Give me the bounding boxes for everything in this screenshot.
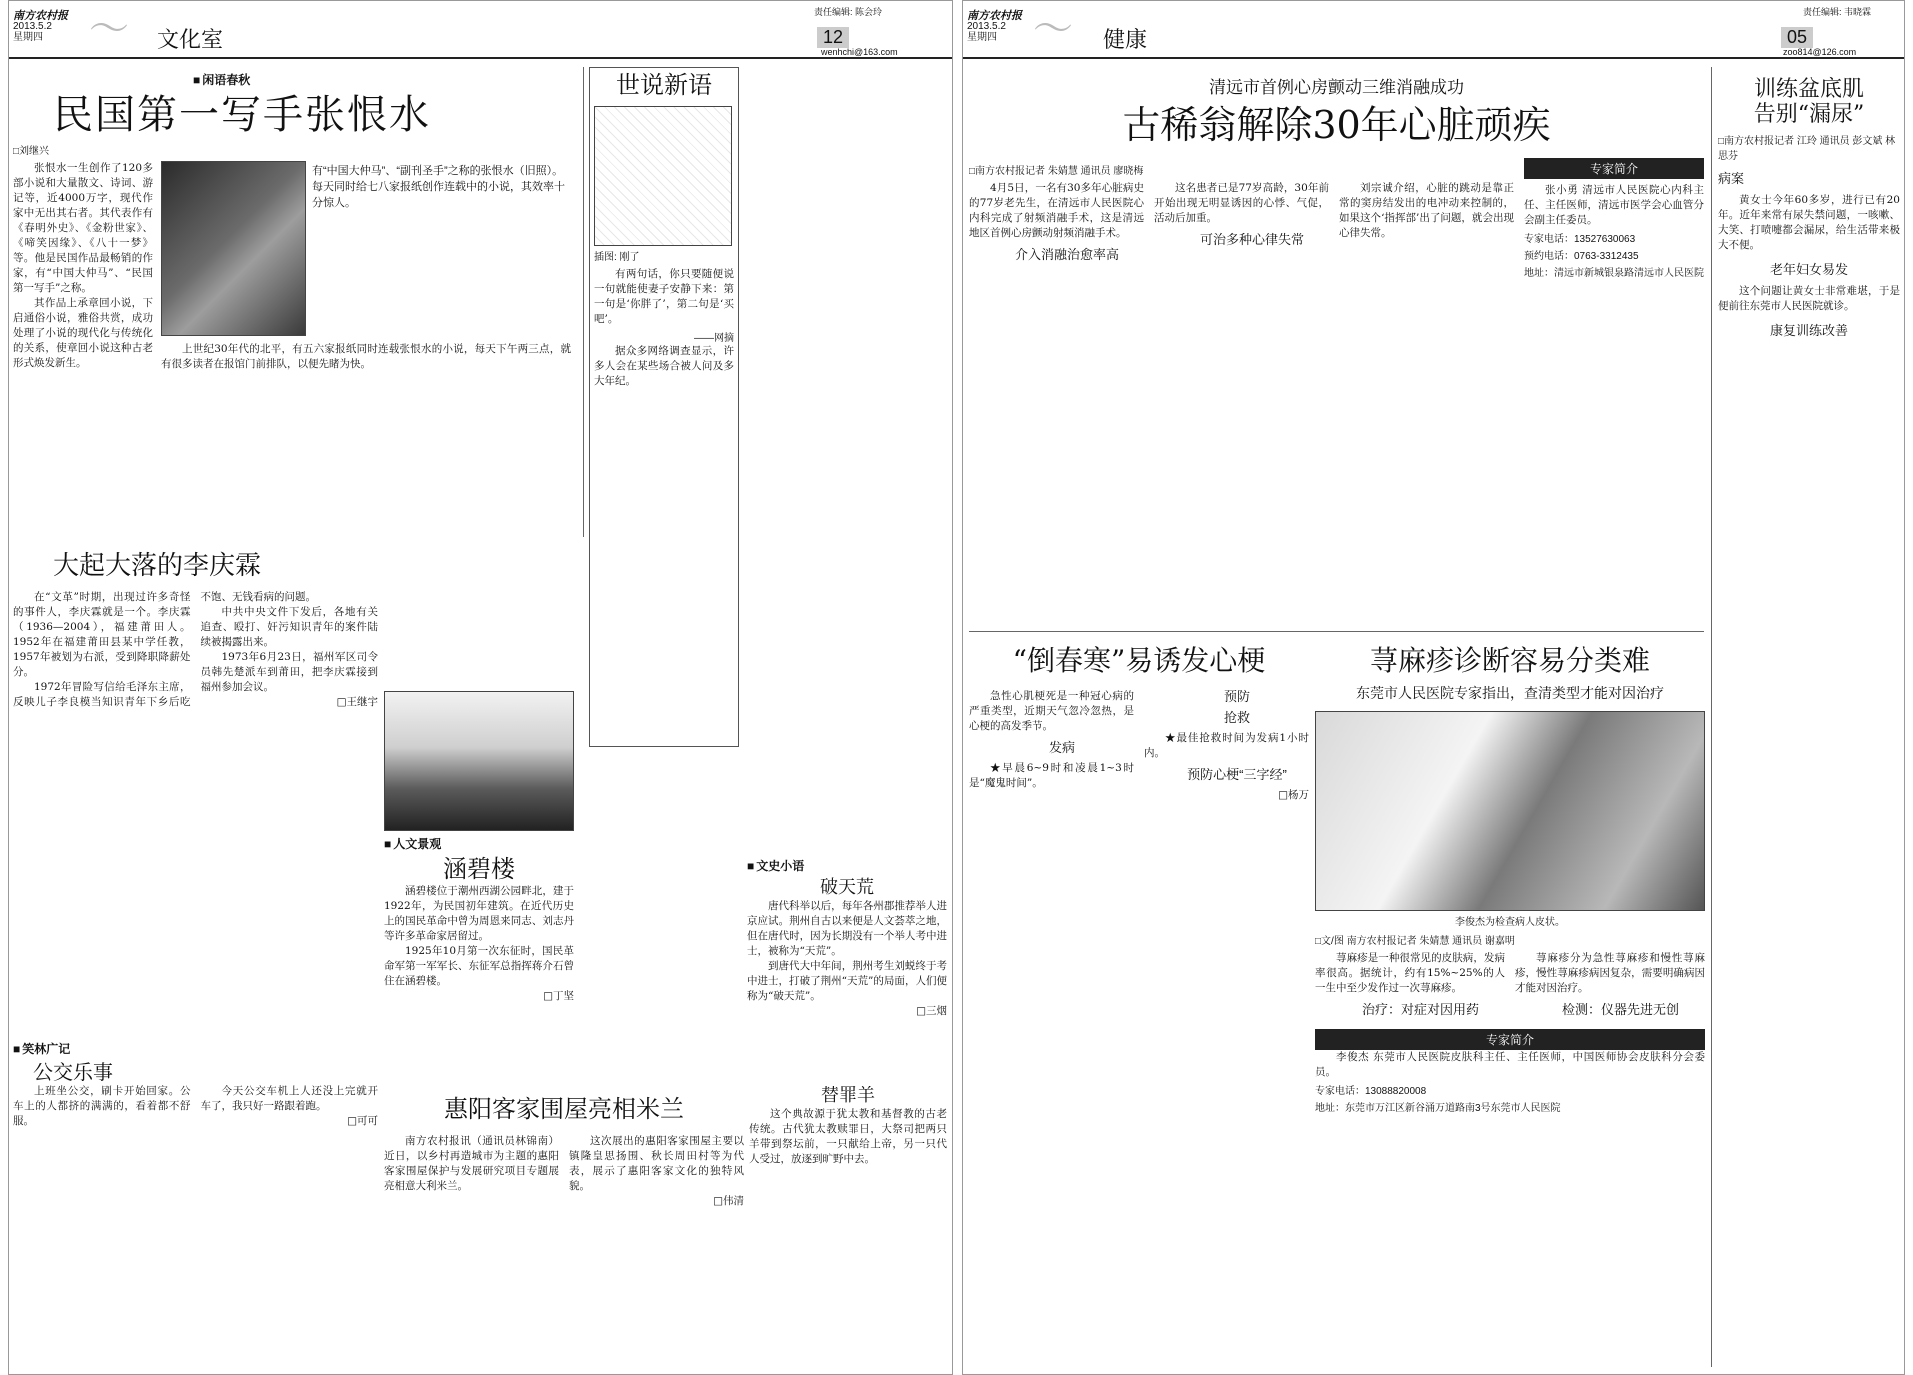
subheadline: 东莞市人民医院专家指出，查清类型才能对因治疗 bbox=[1356, 685, 1664, 702]
page-number: 12 bbox=[817, 27, 849, 48]
booking-phone: 预约电话：0763-3312435 bbox=[1524, 250, 1639, 262]
seagull-logo-icon: 〜 bbox=[89, 6, 129, 52]
headline: 民国第一写手张恨水 bbox=[53, 92, 431, 138]
subhead: 可治多种心律失常 bbox=[1199, 231, 1304, 247]
paragraph: 上班坐公交，刷卡开始回家。公车上的人都挤的满满的，看着都不舒服。 bbox=[13, 1085, 191, 1127]
date-text: 2013.5.2 bbox=[13, 21, 52, 32]
article-body bbox=[13, 590, 378, 710]
paragraph: 荨麻疹分为急性荨麻疹和慢性荨麻疹，慢性荨麻疹病因复杂，需要明确病因才能对因治疗。 bbox=[1515, 952, 1705, 995]
weekday-text: 星期四 bbox=[13, 32, 43, 43]
headline-line2: 告别“漏尿” bbox=[1753, 102, 1865, 128]
issue-date bbox=[967, 21, 1006, 43]
subhead: 预防 bbox=[1223, 689, 1250, 705]
headline: 古稀翁解除30年心脏顽疾 bbox=[1122, 103, 1551, 147]
article-po-tian-huang bbox=[747, 853, 947, 1083]
editor-credit: 责任编辑: 陈会玲 bbox=[814, 7, 883, 17]
article-tixian bbox=[749, 1086, 947, 1371]
paragraph: 在“文革”时期，出现过许多奇怪的事件人，李庆霖就是一个。李庆霖（1936—2004），福建莆田人。1952年在福建莆田县某中学任教，1957年被划为右派，受到降职降薪处分。 bbox=[13, 590, 191, 678]
paragraph: ★早晨6~9时和凌晨1~3时是“魔鬼时间”。 bbox=[969, 762, 1134, 790]
article-pelvic bbox=[1718, 67, 1900, 1367]
subhead: 预防心梗“三字经” bbox=[1187, 767, 1287, 783]
date-text: 2013.5.2 bbox=[967, 21, 1006, 32]
author: □杨万 bbox=[1278, 789, 1309, 802]
headline: 破天荒 bbox=[820, 877, 874, 898]
kicker: 清远市首例心房颤动三维消融成功 bbox=[1209, 78, 1464, 97]
article-zhang-henshui bbox=[13, 67, 578, 537]
building-photo bbox=[384, 691, 574, 831]
editor-credit: 责任编辑: 韦晓霖 bbox=[1803, 7, 1872, 17]
paragraph: 黄女士今年60多岁，进行已有20年。近年来常有尿失禁问题，一咳嗽、大笑、打喷嚏都会漏尿，给生活带来极大不便。 bbox=[1718, 193, 1900, 251]
hospital-address: 地址：清远市新城银泉路清远市人民医院 bbox=[1524, 267, 1704, 279]
illustration-credit: 插图: 刚了 bbox=[594, 251, 640, 263]
editor-email: zoo814@126.com bbox=[1783, 47, 1857, 57]
article-body bbox=[969, 181, 1514, 262]
paragraph: 这名患者已是77岁高龄，30年前开始出现无明显诱因的心悸、气促，活动后加重。 bbox=[1154, 181, 1329, 224]
subhead: 发病 bbox=[1048, 740, 1075, 756]
expert-intro: 李俊杰 东莞市人民医院皮肤科主任、主任医师，中国医师协会皮肤科分会委员。 bbox=[1315, 1051, 1705, 1079]
paragraph: 到唐代大中年间，荆州考生刘蜕终于考中进士，打破了荆州“天荒”的局面，人们便称为“破天荒”。 bbox=[747, 959, 947, 1002]
article-shishuo bbox=[589, 67, 739, 747]
author: □可可 bbox=[347, 1115, 378, 1127]
headline: 公交乐事 bbox=[33, 1060, 113, 1084]
expert-heading: 专家简介 bbox=[1315, 1029, 1705, 1050]
article-gongjiao bbox=[13, 1036, 378, 1371]
byline: □刘继兴 bbox=[13, 146, 50, 157]
weekday-text: 星期四 bbox=[967, 32, 997, 43]
column-tag: ■ 人文景观 bbox=[384, 835, 574, 852]
headline: 替罪羊 bbox=[821, 1086, 875, 1106]
expert-heading: 专家简介 bbox=[1524, 158, 1704, 179]
paragraph: ★最佳抢救时间为发病1小时内。 bbox=[1144, 732, 1309, 760]
paragraph: 这个典故源于犹太教和基督教的古老传统。古代犹太教赎罪日，大祭司把两只羊带到祭坛前，一只献给上帝，另一只代人受过，放逐到旷野中去。 bbox=[749, 1107, 947, 1165]
paragraph: 这次展出的惠阳客家围屋主要以镇隆皇思扬围、秋长周田村等为代表，展示了惠阳客家文化的独特风貌。 bbox=[569, 1134, 744, 1192]
article-urticaria bbox=[1315, 639, 1705, 1369]
headline: 大起大落的李庆霖 bbox=[53, 551, 262, 581]
paragraph: 这个问题让黄女士非常难堪，于是便前往东莞市人民医院就诊。 bbox=[1718, 284, 1900, 312]
expert-box bbox=[1315, 1029, 1705, 1114]
column-divider bbox=[583, 67, 584, 537]
column-tag: ■ 笑林广记 bbox=[13, 1040, 378, 1057]
byline: □文/图 南方农村报记者 朱婧慧 通讯员 谢嘉明 bbox=[1315, 936, 1515, 948]
column-divider bbox=[1711, 67, 1712, 1367]
section-title: 健康 bbox=[1103, 27, 1148, 52]
article-spring-cold bbox=[969, 639, 1309, 1369]
paragraph: 1973年6月23日，福州军区司令员韩先楚派车到莆田，把李庆霖接到福州参加会议。 bbox=[200, 650, 378, 693]
article-body bbox=[747, 899, 947, 1019]
paragraph: 涵碧楼位于潮州西湖公园畔北，建于1922年，为民国初年建筑。在近代历史上的国民革命中曾为周恩来同志、刘志丹等许多革命家居留过。 bbox=[384, 884, 574, 942]
quote-source: ——网摘 bbox=[694, 332, 734, 344]
cartoon-illustration bbox=[594, 106, 732, 246]
expert-intro: 张小勇 清远市人民医院心内科主任、主任医师，清远市医学会心血管分会副主任委员。 bbox=[1524, 183, 1704, 226]
issue-date bbox=[13, 21, 52, 43]
headline: 训练盆底肌 bbox=[1753, 77, 1864, 102]
article-body bbox=[969, 689, 1309, 803]
paragraph: 中共中央文件下发后，各地有关追查、殴打、奸污知识青年的案件陆续被揭露出来。 bbox=[200, 605, 378, 648]
article-body bbox=[13, 161, 153, 372]
subhead: 治疗：对症对因用药 bbox=[1361, 1002, 1479, 1018]
column-tag: ■ 文史小语 bbox=[747, 857, 947, 874]
author: □丁坚 bbox=[543, 989, 574, 1002]
photo-caption: 有“中国大仲马”、“副刊圣手”之称的张恨水（旧照）。每天同时给七八家报纸创作连载中的小说，其效率十分惊人。 bbox=[312, 165, 565, 209]
author: □王继宇 bbox=[336, 695, 378, 708]
section-title: 文化室 bbox=[157, 27, 224, 52]
subhead: 老年妇女易发 bbox=[1769, 261, 1848, 277]
column-tag: ■ 闲语春秋 bbox=[193, 71, 578, 88]
editor-email: wenhchi@163.com bbox=[821, 47, 898, 57]
headline: “倒春寒”易诱发心梗 bbox=[1012, 644, 1266, 677]
paragraph: 据众多网络调查显示，许多人会在某些场合被人问及多大年纪。 bbox=[594, 344, 734, 387]
right-newspaper-page bbox=[962, 0, 1905, 1375]
article-body bbox=[384, 884, 574, 1004]
paragraph: 1972年冒险写信给毛泽东主席，反映儿子李良模当知识青年下乡后吃不饱、无钱看病的问题。 bbox=[13, 590, 316, 708]
section-divider bbox=[969, 631, 1704, 632]
headline: 涵碧楼 bbox=[443, 855, 515, 883]
byline: □南方农村报记者 江玲 通讯员 彭文斌 林思芬 bbox=[1718, 135, 1896, 162]
paper-name: 南方农村报 bbox=[13, 9, 68, 22]
paragraph: 南方农村报讯（通讯员林锦南）近日，以乡村再造城市为主题的惠阳客家围屋保护与发展研究项目专题展亮相意大利米兰。 bbox=[384, 1134, 559, 1192]
page-number: 05 bbox=[1781, 27, 1813, 48]
left-newspaper-page bbox=[8, 0, 953, 1375]
paragraph: 有两句话，你只要随便说一句就能使妻子安静下来：第一句是‘你胖了’，第二句是‘买吧’。 bbox=[594, 267, 734, 325]
paper-name: 南方农村报 bbox=[967, 9, 1022, 22]
article-body bbox=[1315, 951, 1705, 1023]
hospital-address: 地址：东莞市万江区新谷涌万道路南3号东莞市人民医院 bbox=[1315, 1103, 1561, 1115]
article-body bbox=[13, 1084, 378, 1129]
paragraph: 今天公交车机上人还没上完就开车了，我只好一路跟着跑。 bbox=[200, 1085, 378, 1112]
paragraph: 张恨水一生创作了120多部小说和大量散文、诗词、游记等，近4000万字，现代作家中无出其右者。其代表作有《春明外史》、《金粉世家》、《啼笑因缘》、《八十一梦》等。他是民国作品最畅销的作家，有“中国大仲马”、“民国第一写手”之称。 bbox=[13, 162, 153, 294]
headline: 惠阳客家围屋亮相米兰 bbox=[444, 1096, 684, 1123]
expert-phone: 专家电话：13088820008 bbox=[1315, 1086, 1427, 1098]
expert-box bbox=[1524, 158, 1704, 279]
paragraph: 4月5日，一名有30多年心脏病史的77岁老先生，在清远市人民医院心内科完成了射频消融手术，这是清远地区首例心房颤动射频消融手术。 bbox=[969, 181, 1144, 239]
paragraph: 其作品上承章回小说，下启通俗小说，雅俗共赏，成功处理了小说的现代化与传统化的关系，使章回小说这种古老形式焕发新生。 bbox=[13, 297, 153, 369]
byline: □南方农村报记者 朱婧慧 通讯员 廖晓梅 bbox=[969, 165, 1144, 177]
paragraph: 急性心肌梗死是一种冠心病的严重类型，近期天气忽冷忽热，是心梗的高发季节。 bbox=[969, 690, 1134, 733]
headline: 荨麻疹诊断容易分类难 bbox=[1369, 644, 1650, 677]
photo-caption: 李俊杰为检查病人皮状。 bbox=[1455, 917, 1565, 929]
author: □三烟 bbox=[916, 1004, 947, 1017]
expert-phone: 专家电话：13527630063 bbox=[1524, 233, 1636, 245]
article-huiyang bbox=[384, 1096, 744, 1371]
article-han-bi-lou bbox=[384, 691, 574, 1086]
subhead: 康复训练改善 bbox=[1769, 322, 1848, 338]
subhead: 抢救 bbox=[1223, 710, 1250, 726]
author: □伟清 bbox=[713, 1194, 744, 1207]
clinic-photo bbox=[1315, 711, 1705, 911]
paragraph: 刘宗诚介绍，心脏的跳动是靠正常的窦房结发出的电冲动来控制的，如果这个‘指挥部’出了问题，就会出现心律失常。 bbox=[1339, 181, 1514, 239]
portrait-photo bbox=[161, 161, 306, 336]
paragraph: 1925年10月第一次东征时，国民革命军第一军军长、东征军总指挥蒋介石曾住在涵碧楼。 bbox=[384, 944, 574, 987]
subhead: 介入消融治愈率高 bbox=[1014, 246, 1119, 262]
subhead: 检测：仪器先进无创 bbox=[1561, 1002, 1679, 1018]
article-body bbox=[384, 1134, 744, 1209]
headline: 世说新语 bbox=[616, 71, 712, 99]
paragraph: 唐代科举以后，每年各州郡推荐举人进京应试。荆州自古以来便是人文荟萃之地，但在唐代时，因为长期没有一个举人考中进士，被称为“天荒”。 bbox=[747, 899, 947, 957]
left-masthead bbox=[9, 1, 952, 59]
paragraph: 荨麻疹是一种很常见的皮肤病，发病率很高。据统计，约有15%~25%的人一生中至少发作过一次荨麻疹。 bbox=[1315, 952, 1505, 995]
right-masthead bbox=[963, 1, 1904, 59]
seagull-logo-icon: 〜 bbox=[1033, 6, 1073, 52]
article-heart bbox=[969, 67, 1704, 627]
article-li-qinglin bbox=[13, 546, 378, 966]
subhead: 病案 bbox=[1718, 170, 1745, 186]
paragraph: 上世纪30年代的北平，有五六家报纸同时连载张恨水的小说，每天下午两三点，就有很多读者在报馆门前排队，以便先睹为快。 bbox=[161, 343, 571, 370]
